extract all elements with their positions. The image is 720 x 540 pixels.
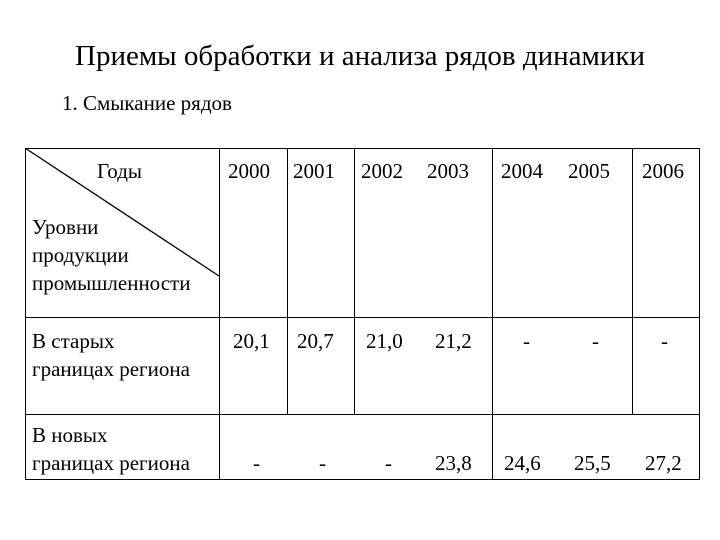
table-cell-value: 21,0: [366, 329, 403, 353]
corner-header-levels-line3: промышленности: [32, 271, 191, 295]
year-header: 2006: [642, 159, 684, 183]
table-cell-value: -: [592, 329, 599, 353]
table-cell-value: 25,5: [574, 451, 611, 475]
year-header: 2002: [361, 159, 403, 183]
table-cell-value: -: [661, 329, 668, 353]
table-row-divider: [25, 414, 700, 415]
table-cell-value: 27,2: [645, 451, 682, 475]
table-cell-value: 20,1: [233, 329, 270, 353]
table-col-divider: [287, 148, 288, 414]
row-label-line1: В новых: [32, 423, 108, 447]
table-cell-value: -: [523, 329, 530, 353]
table-cell-value: 21,2: [435, 329, 472, 353]
table-cell-value: -: [319, 451, 326, 475]
year-header: 2001: [293, 159, 335, 183]
table-cell-value: 24,6: [504, 451, 541, 475]
table-cell-value: 23,8: [435, 451, 472, 475]
table-cell-value: -: [385, 451, 392, 475]
table-border-right: [699, 148, 700, 480]
year-header: 2005: [568, 159, 610, 183]
row-label-line1: В старых: [32, 329, 115, 353]
table-cell-value: -: [253, 451, 260, 475]
year-header: 2003: [427, 159, 469, 183]
corner-header-levels-line2: продукции: [32, 243, 129, 267]
row-label-line2: границах региона: [32, 451, 190, 475]
table-col-divider: [492, 148, 493, 480]
data-table: [25, 148, 700, 480]
table-border-bottom: [25, 479, 700, 480]
table-col-divider: [632, 148, 633, 414]
row-label-line2: границах региона: [32, 357, 190, 381]
slide-subtitle: 1. Смыкание рядов: [62, 91, 232, 115]
slide-title: Приемы обработки и анализа рядов динамики: [75, 40, 645, 72]
corner-header-levels-line1: Уровни: [32, 215, 99, 239]
table-col-divider: [354, 148, 355, 414]
year-header: 2000: [228, 159, 270, 183]
year-header: 2004: [501, 159, 543, 183]
table-cell-value: 20,7: [297, 329, 334, 353]
corner-header-years: Годы: [97, 159, 142, 183]
